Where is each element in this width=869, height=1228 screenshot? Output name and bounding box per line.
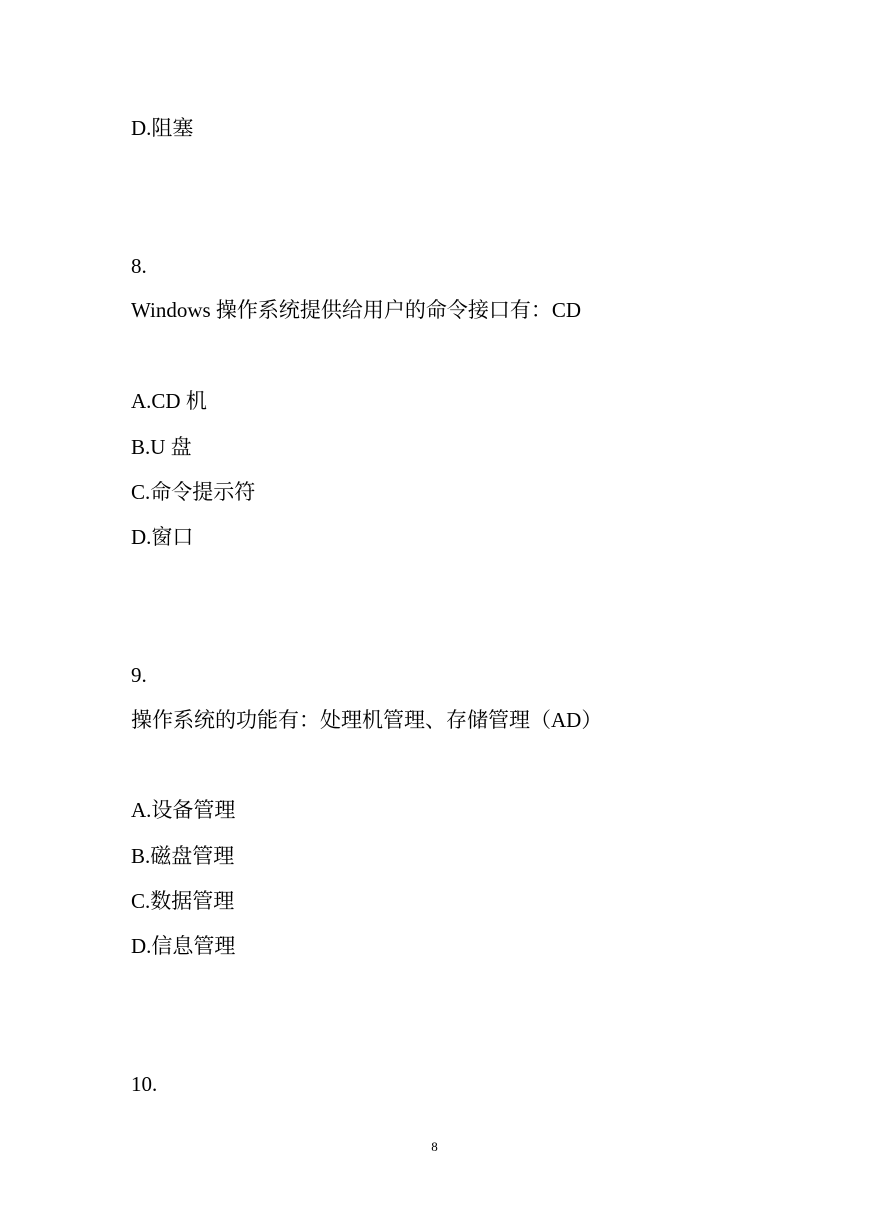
page-number: 8: [431, 1139, 438, 1154]
q8-question: Windows 操作系统提供给用户的命令接口有：CD: [131, 298, 582, 322]
q8-option-b: B.U 盘: [131, 435, 192, 459]
q7-option-d: D.阻塞: [131, 116, 194, 140]
q9-option-b: B.磁盘管理: [131, 844, 235, 868]
q9-number: 9.: [131, 663, 147, 687]
q8-option-d: D.窗口: [131, 525, 194, 549]
q8-number: 8.: [131, 254, 147, 278]
q9-option-a: A.设备管理: [131, 798, 236, 822]
q9-question: 操作系统的功能有：处理机管理、存储管理（AD）: [131, 708, 603, 732]
q8-option-a: A.CD 机: [131, 389, 207, 413]
q9-option-d: D.信息管理: [131, 934, 236, 958]
q9-option-c: C.数据管理: [131, 889, 235, 913]
q8-option-c: C.命令提示符: [131, 480, 256, 504]
q10-number: 10.: [131, 1072, 158, 1096]
